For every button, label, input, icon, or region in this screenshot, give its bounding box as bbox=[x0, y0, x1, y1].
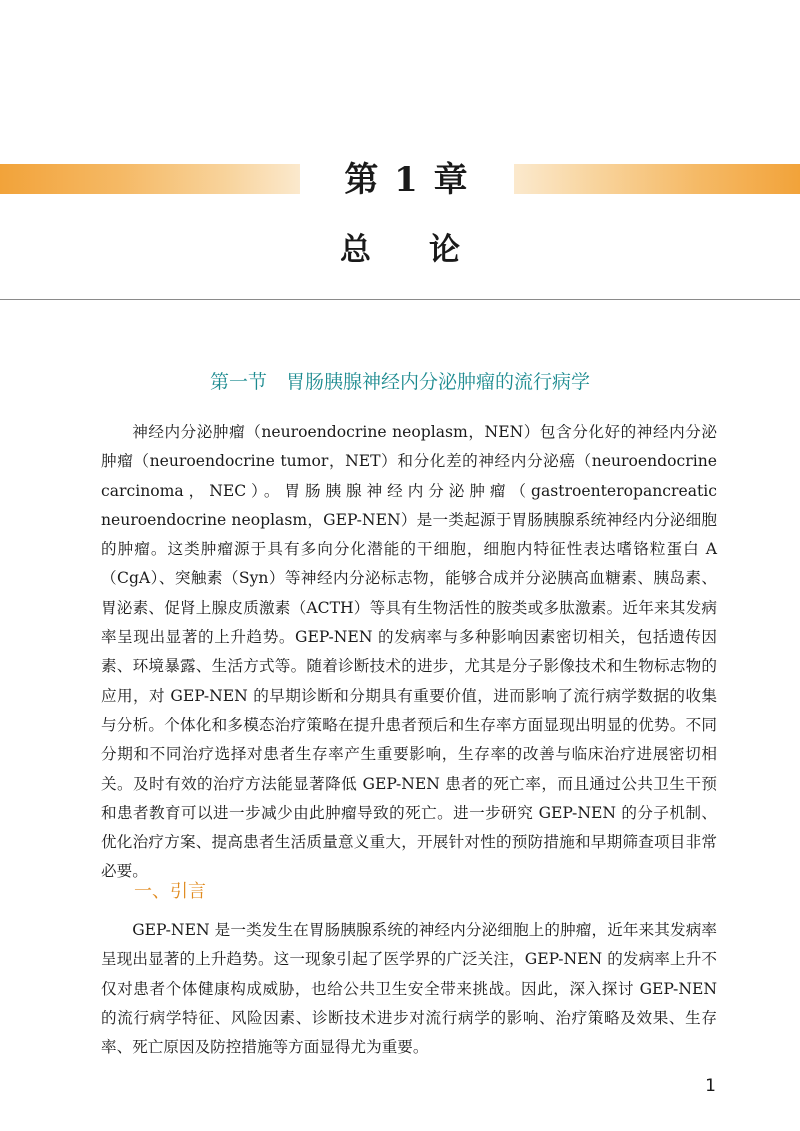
chapter-title: 总论 bbox=[340, 232, 518, 268]
header-divider bbox=[0, 299, 800, 300]
chapter-number: 第 1 章 bbox=[344, 160, 470, 200]
subsection-title: 一、引言 bbox=[134, 881, 206, 902]
paragraph-preface: GEP-NEN 是一类发生在胃肠胰腺系统的神经内分泌细胞上的肿瘤，近年来其发病率呈现出显著的上升趋势。这一现象引起了医学界的广泛关注，GEP-NEN 的发病率上升不仅对患者个体健康构成威胁，也给公共卫生安全带来挑战。因此，深入探讨 GEP-NEN 的流行病学特征、风险因素、诊断技术进步对流行病学的影响、治疗策略及效果、生存率、死亡原因及防控措施等方面显得尤为重要。 bbox=[101, 921, 717, 1057]
chapter-band-right bbox=[514, 164, 800, 194]
paragraph-intro: 神经内分泌肿瘤（neuroendocrine neoplasm，NEN）包含分化好的神经内分泌肿瘤（neuroendocrine tumor，NET）和分化差的神经内分泌癌（neuroendocrine carcinoma，NEC）。胃肠胰腺神经内分泌肿瘤（gastroenteropancreatic neuroendocrine neoplasm，GEP-NEN）是一类起源于胃肠胰腺系统神经内分泌细胞的肿瘤。这类肿瘤源于具有多向分化潜能的干细胞，细胞内特征性表达嗜铬粒蛋白 A（CgA）、突触素（Syn）等神经内分泌标志物，能够合成并分泌胰高血糖素、胰岛素、胃泌素、促肾上腺皮质激素（ACTH）等具有生物活性的胺类或多肽激素。近年来其发病率呈现出显著的上升趋势。GEP-NEN 的发病率与多种影响因素密切相关，包括遗传因素、环境暴露、生活方式等。随着诊断技术的进步，尤其是分子影像技术和生物标志物的应用，对 GEP-NEN 的早期诊断和分期具有重要价值，进而影响了流行病学数据的收集与分析。个体化和多模态治疗策略在提升患者预后和生存率方面显现出明显的优势。不同分期和不同治疗选择对患者生存率产生重要影响，生存率的改善与临床治疗进展密切相关。及时有效的治疗方法能显著降低 GEP-NEN 患者的死亡率，而且通过公共卫生干预和患者教育可以进一步减少由此肿瘤导致的死亡。进一步研究 GEP-NEN 的分子机制、优化治疗方案、提高患者生活质量意义重大，开展针对性的预防措施和早期筛查项目非常必要。 bbox=[101, 423, 717, 881]
page-number: 1 bbox=[705, 1076, 716, 1096]
chapter-band-left bbox=[0, 164, 300, 194]
section-title: 第一节 胃肠胰腺神经内分泌肿瘤的流行病学 bbox=[209, 371, 590, 393]
